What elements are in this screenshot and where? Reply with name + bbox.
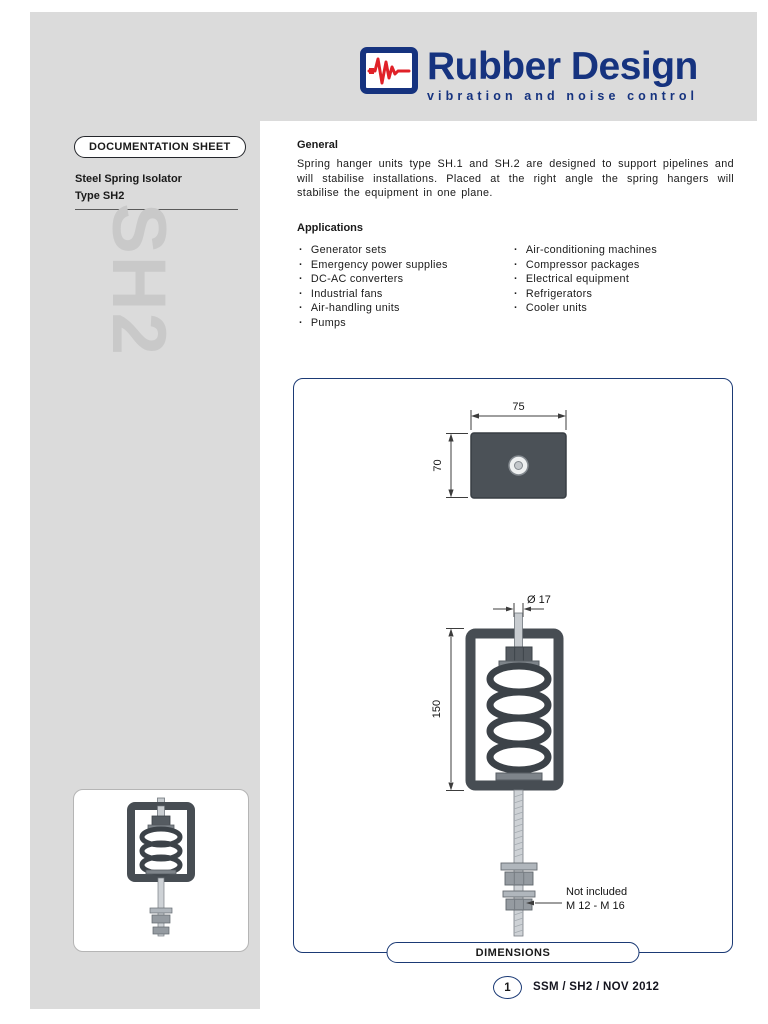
vibration-waveform-icon (360, 47, 418, 94)
top-view-drawing (432, 401, 566, 498)
application-item: · Air-conditioning machines (514, 243, 657, 258)
application-item: · Refrigerators (514, 287, 657, 302)
dimensions-label: DIMENSIONS (387, 942, 640, 963)
front-view-drawing (431, 594, 627, 936)
document-reference: SSM / SH2 / NOV 2012 (533, 981, 660, 993)
application-item: · DC-AC converters (299, 272, 448, 287)
drawing-panel (293, 378, 733, 959)
note-line2: M 12 - M 16 (566, 900, 625, 912)
company-logo (360, 47, 698, 103)
page-number-badge: 1 (493, 976, 522, 999)
application-item: · Air-handling units (299, 301, 448, 316)
dim-frame-height: 150 (431, 699, 443, 719)
product-title: Steel Spring Isolator (75, 173, 182, 185)
application-item: · Electrical equipment (514, 272, 657, 287)
documentation-sheet-badge: DOCUMENTATION SHEET (74, 136, 246, 158)
general-body: Spring hanger units type SH.1 and SH.2 are designed to support pipelines and will stabilise installations. Placed at the right angle the spring hangers will stabilise the equipment in one plane. (297, 158, 734, 199)
dim-rod-diameter: Ø 17 (527, 594, 551, 606)
application-item: · Pumps (299, 316, 448, 331)
general-heading: General (297, 139, 338, 151)
logo-name: Rubber Design (427, 45, 698, 88)
logo-text (427, 47, 698, 103)
logo-tagline: vibration and noise control (427, 89, 699, 103)
technical-drawing (294, 379, 734, 954)
note-line1: Not included (566, 886, 628, 898)
application-item: · Cooler units (514, 301, 657, 316)
applications-list-right (514, 243, 657, 316)
watermark-text: SH2 (96, 203, 181, 357)
application-item: · Industrial fans (299, 287, 448, 302)
dim-top-depth: 70 (432, 459, 444, 472)
dim-top-width: 75 (512, 401, 525, 413)
product-type: Type SH2 (75, 190, 125, 202)
applications-list-left (299, 243, 448, 331)
product-image-box (73, 789, 249, 952)
application-item: · Generator sets (299, 243, 448, 258)
application-item: · Compressor packages (514, 258, 657, 273)
product-image (91, 796, 231, 946)
application-item: · Emergency power supplies (299, 258, 448, 273)
applications-heading: Applications (297, 222, 364, 234)
